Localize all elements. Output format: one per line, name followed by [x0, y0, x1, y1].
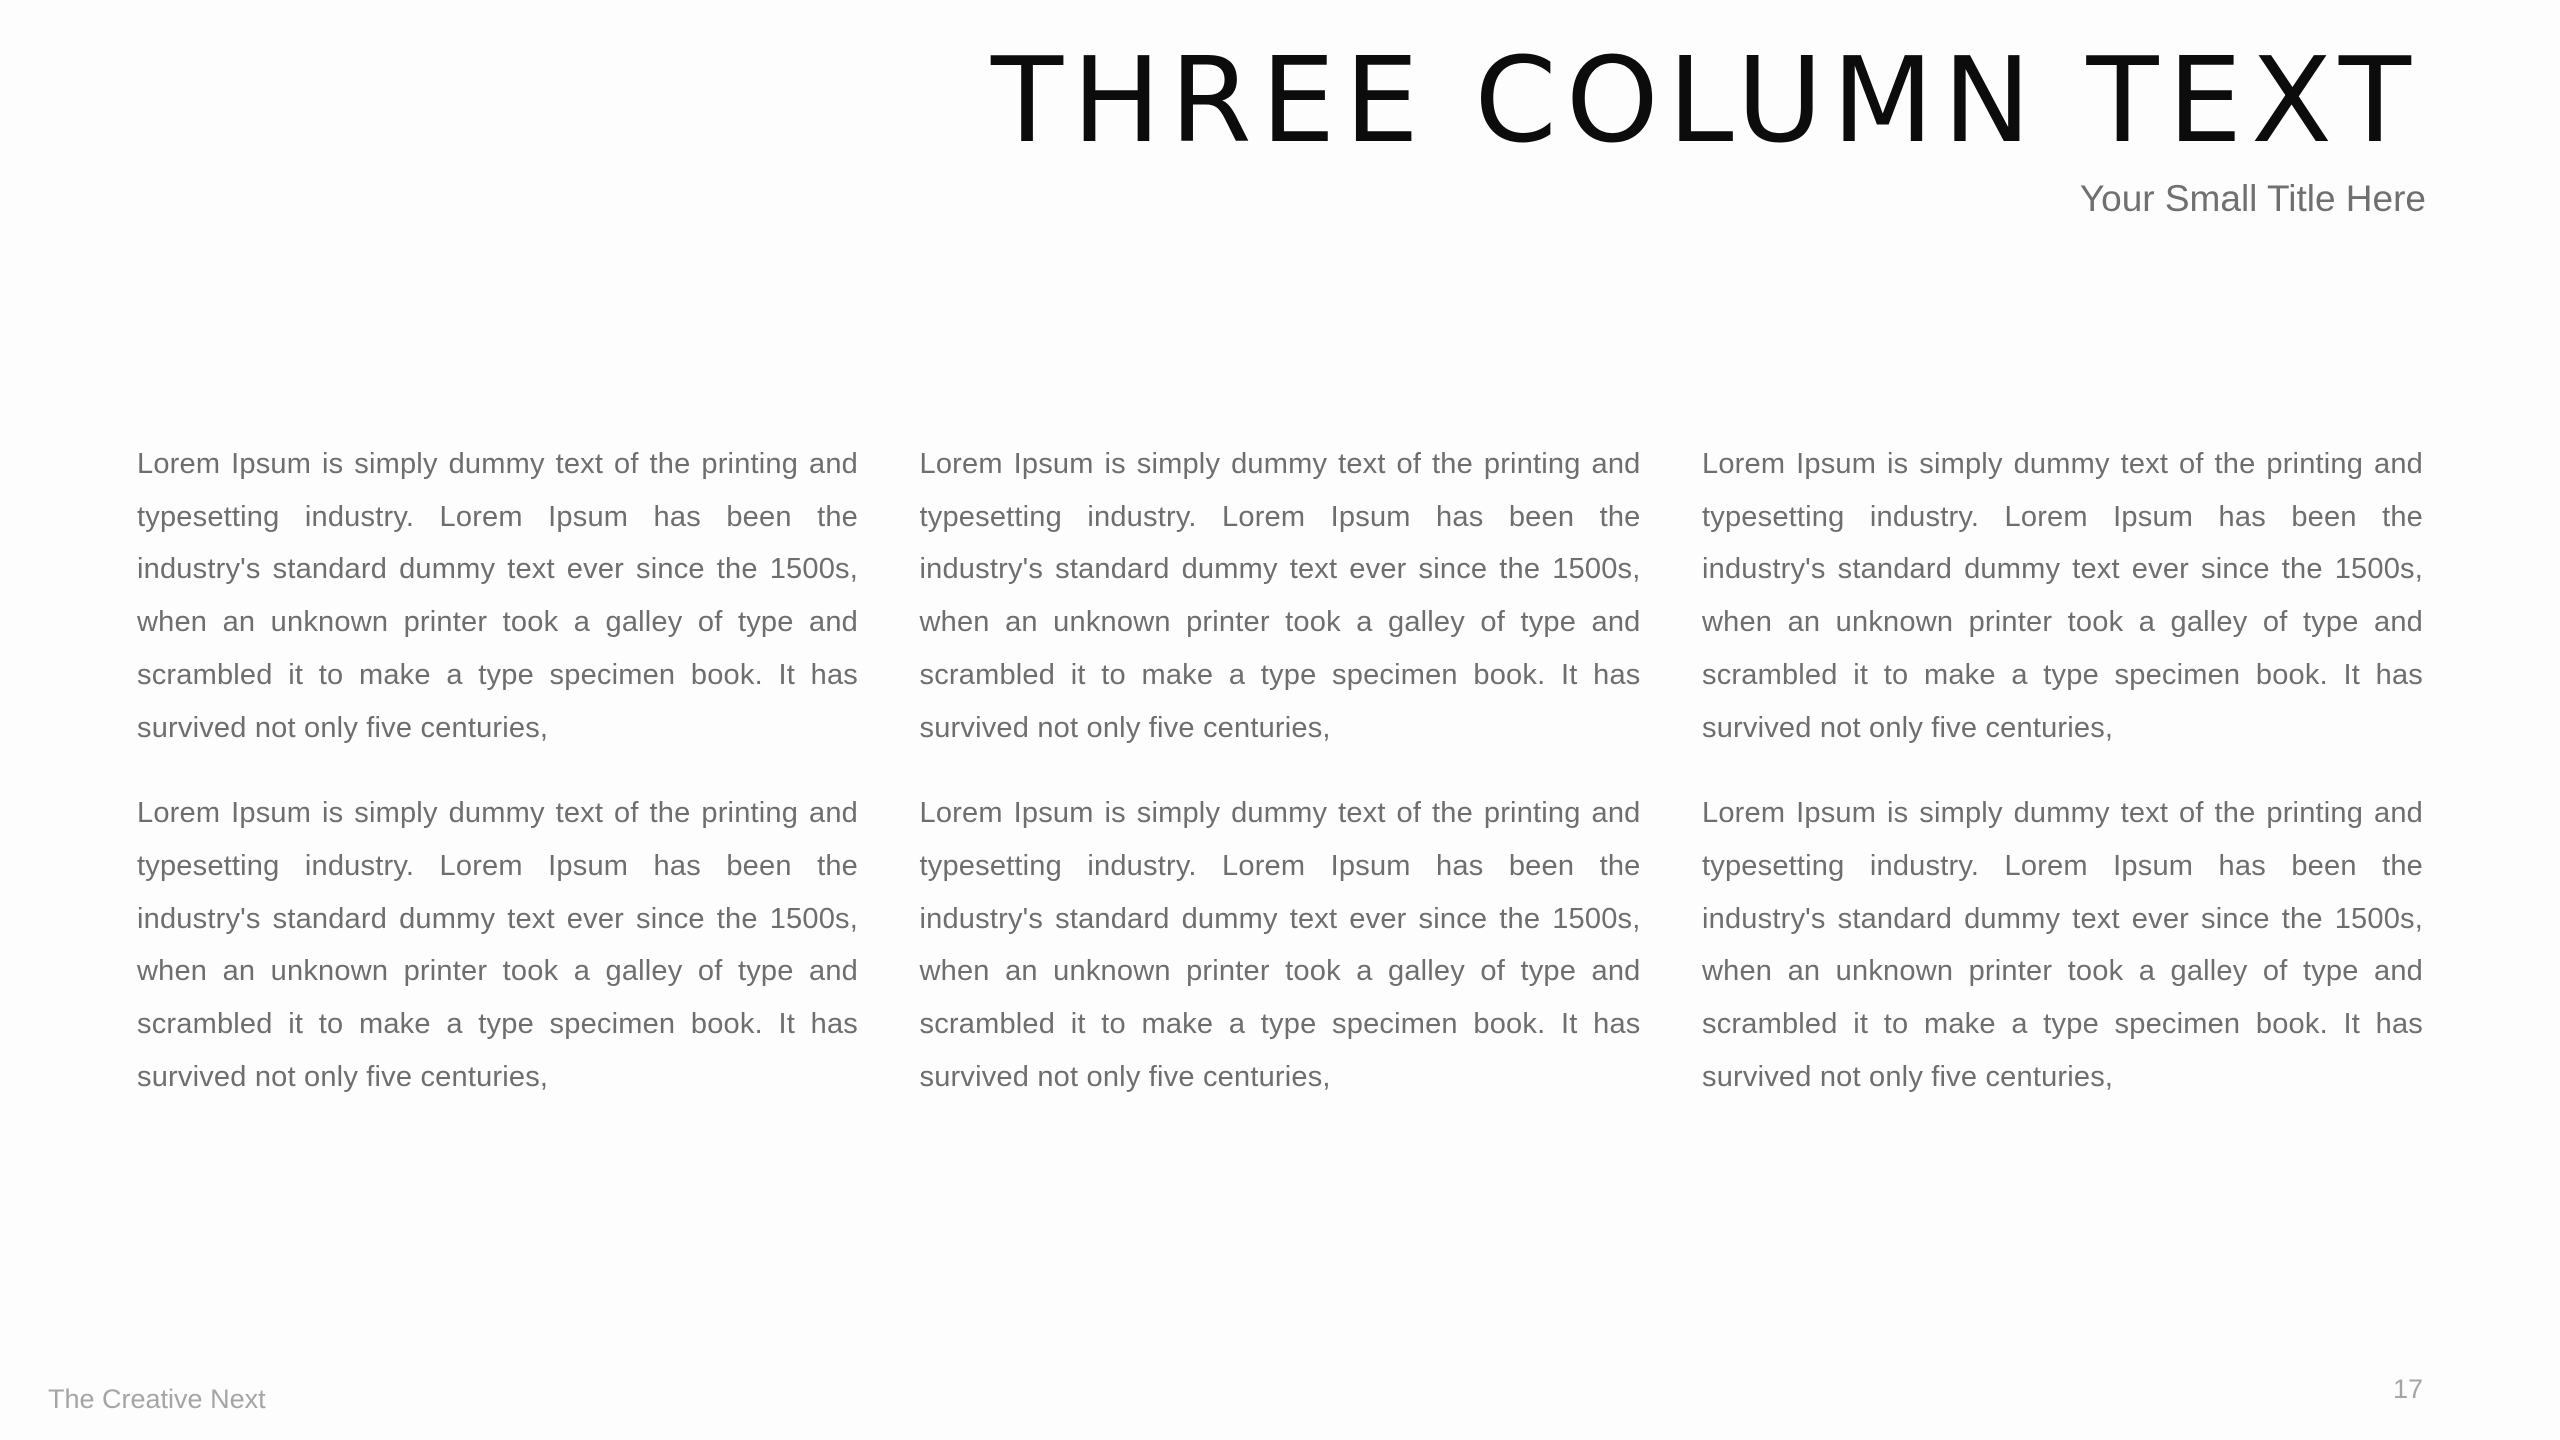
column-1-paragraph-2: Lorem Ipsum is simply dummy text of the printing and typesetting industry. Lorem Ipsum has been the industry's standard dummy text ever since the 1500s, when an unknown printer took a galley of type and scrambled it to make a type specimen book. It has survived not only five centuries, [137, 797, 858, 1093]
page-number: 17 [2392, 1374, 2423, 1404]
text-column-3 [1702, 438, 2423, 1136]
text-columns [137, 438, 2423, 1136]
footer-brand: The Creative Next [48, 1384, 266, 1414]
column-3-paragraph-1: Lorem Ipsum is simply dummy text of the printing and typesetting industry. Lorem Ipsum has been the industry's standard dummy text ever since the 1500s, when an unknown printer took a galley of type and scrambled it to make a type specimen book. It has survived not only five centuries, [1702, 448, 2423, 744]
text-column-2 [920, 438, 1641, 1136]
column-2-paragraph-2: Lorem Ipsum is simply dummy text of the printing and typesetting industry. Lorem Ipsum has been the industry's standard dummy text ever since the 1500s, when an unknown printer took a galley of type and scrambled it to make a type specimen book. It has survived not only five centuries, [919, 797, 1641, 1093]
slide-title: THREE COLUMN TEXT [991, 31, 2420, 169]
column-2-paragraph-1: Lorem Ipsum is simply dummy text of the printing and typesetting industry. Lorem Ipsum has been the industry's standard dummy text ever since the 1500s, when an unknown printer took a galley of type and scrambled it to make a type specimen book. It has survived not only five centuries, [919, 448, 1641, 744]
text-column-1 [137, 438, 858, 1136]
slide-subtitle: Your Small Title Here [2079, 178, 2426, 219]
column-1-paragraph-1: Lorem Ipsum is simply dummy text of the printing and typesetting industry. Lorem Ipsum has been the industry's standard dummy text ever since the 1500s, when an unknown printer took a galley of type and scrambled it to make a type specimen book. It has survived not only five centuries, [137, 448, 858, 744]
column-3-paragraph-2: Lorem Ipsum is simply dummy text of the printing and typesetting industry. Lorem Ipsum has been the industry's standard dummy text ever since the 1500s, when an unknown printer took a galley of type and scrambled it to make a type specimen book. It has survived not only five centuries, [1702, 797, 2423, 1093]
